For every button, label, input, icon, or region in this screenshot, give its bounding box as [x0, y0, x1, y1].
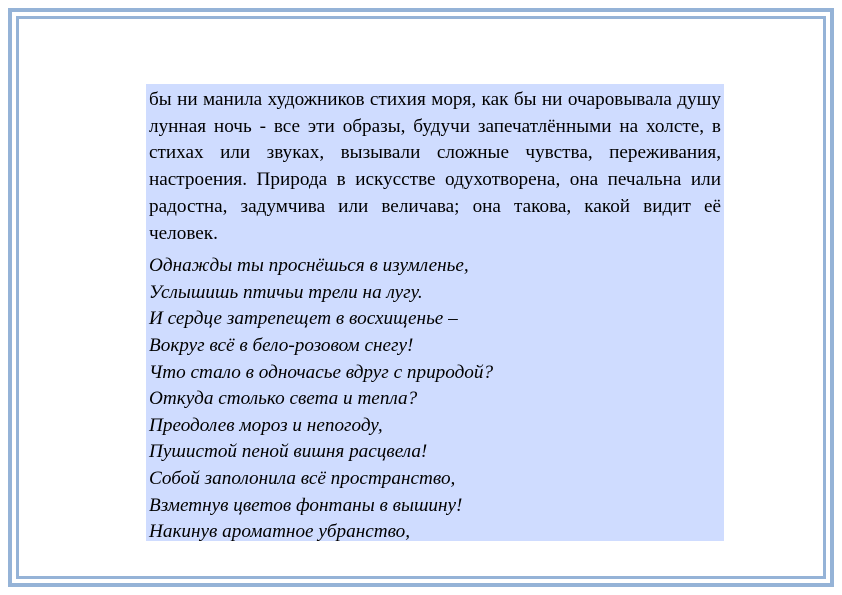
poem-line: Однажды ты проснёшься в изумленье,: [149, 255, 469, 277]
poem-line: Преодолев мороз и непогоду,: [149, 414, 383, 436]
poem: [149, 253, 721, 546]
poem-line: Взметнув цветов фонтаны в вышину!: [149, 494, 463, 516]
poem-line: Откуда столько света и тепла?: [149, 388, 418, 410]
text-box: [146, 84, 724, 541]
poem-line: Пушистой пеной вишня расцвела!: [149, 441, 428, 463]
poem-line: Услышишь птичьи трели на лугу.: [149, 281, 423, 303]
poem-line: Накинув ароматное убранство,: [149, 521, 411, 543]
poem-line: И сердце затрепещет в восхищенье –: [149, 308, 458, 330]
poem-line: Собой заполонила всё пространство,: [149, 467, 456, 489]
poem-line: Что стало в одночасье вдруг с природой?: [149, 361, 494, 383]
prose-paragraph: бы ни манила художников стихия моря, как бы ни очаровывала душу лунная ночь - все эти образы, будучи запечатлёнными на холсте, в стихах или звуках, вызывали сложные чувства, переживания, настроения. Природа в искусстве одухотворена, она печальна или радостна, задумчива или величава; она такова, какой видит её человек.: [149, 89, 721, 244]
poem-line: Вокруг всё в бело-розовом снегу!: [149, 335, 414, 356]
